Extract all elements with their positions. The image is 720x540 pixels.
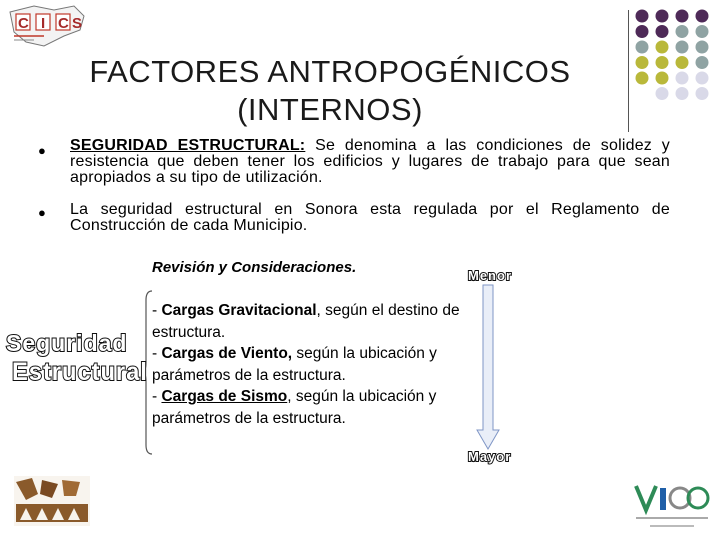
decorative-dot bbox=[696, 41, 709, 54]
decorative-dot bbox=[636, 56, 649, 69]
page-title-line2: (INTERNOS) bbox=[237, 92, 423, 127]
decorative-dot bbox=[676, 10, 689, 23]
decorative-dot bbox=[656, 10, 669, 23]
decorative-dot bbox=[676, 41, 689, 54]
divider-line bbox=[628, 10, 629, 132]
bullet-dot: ● bbox=[38, 143, 46, 158]
svg-text:C: C bbox=[18, 15, 29, 32]
svg-text:C: C bbox=[58, 15, 69, 32]
decorative-dot bbox=[676, 72, 689, 85]
bullet-term: SEGURIDAD ESTRUCTURAL: bbox=[70, 137, 306, 154]
decorative-dot bbox=[656, 87, 669, 100]
bullet-seguridad-estructural bbox=[70, 138, 670, 186]
university-logo bbox=[12, 474, 92, 528]
review-heading: Revisión y Consideraciones. bbox=[152, 259, 357, 276]
cics-logo bbox=[4, 2, 88, 50]
decorative-dot bbox=[696, 72, 709, 85]
decorative-dot bbox=[636, 41, 649, 54]
loads-list bbox=[152, 300, 482, 429]
decorative-dot bbox=[636, 25, 649, 38]
scale-label-mayor: Mayor bbox=[468, 449, 512, 464]
decorative-dot bbox=[676, 25, 689, 38]
vimco-logo bbox=[632, 480, 712, 536]
decorative-dot bbox=[636, 72, 649, 85]
side-label-seguridad: Seguridad bbox=[6, 330, 128, 356]
side-label-estructural: Estructural bbox=[12, 358, 148, 386]
decorative-dot bbox=[636, 10, 649, 23]
load-item-sismo: - Cargas de Sismo, según la ubicación y parámetros de la estructura. bbox=[152, 388, 437, 427]
decorative-dot bbox=[656, 25, 669, 38]
load-item-viento: - Cargas de Viento, según la ubicación y parámetros de la estructura. bbox=[152, 345, 437, 384]
page-title-line1: FACTORES ANTROPOGÉNICOS bbox=[89, 54, 571, 89]
bullet-reglamento: La seguridad estructural en Sonora esta regulada por el Reglamento de Construcción de cada Municipio. bbox=[70, 201, 670, 234]
load-item-gravitacional: - Cargas Gravitacional, según el destino de estructura. bbox=[152, 302, 460, 341]
decorative-dot bbox=[676, 87, 689, 100]
decorative-dot bbox=[656, 72, 669, 85]
down-arrow-icon bbox=[476, 284, 500, 450]
decorative-dot bbox=[656, 41, 669, 54]
decorative-dot bbox=[696, 25, 709, 38]
decorative-dot bbox=[676, 56, 689, 69]
scale-label-menor: Menor bbox=[468, 268, 512, 283]
decorative-dot bbox=[696, 56, 709, 69]
svg-text:I: I bbox=[41, 15, 46, 32]
decorative-dot bbox=[656, 56, 669, 69]
svg-text:S: S bbox=[72, 15, 83, 32]
bullet-dot: ● bbox=[38, 205, 46, 220]
decorative-dot bbox=[696, 87, 709, 100]
decorative-dot bbox=[696, 10, 709, 23]
bullet-body: Se denomina a las condiciones de solidez y resistencia que deben tener los edificios y lugares de trabajo para que sean apropiados a su tipo de utilización. bbox=[70, 137, 670, 186]
decorative-dots bbox=[630, 8, 716, 100]
